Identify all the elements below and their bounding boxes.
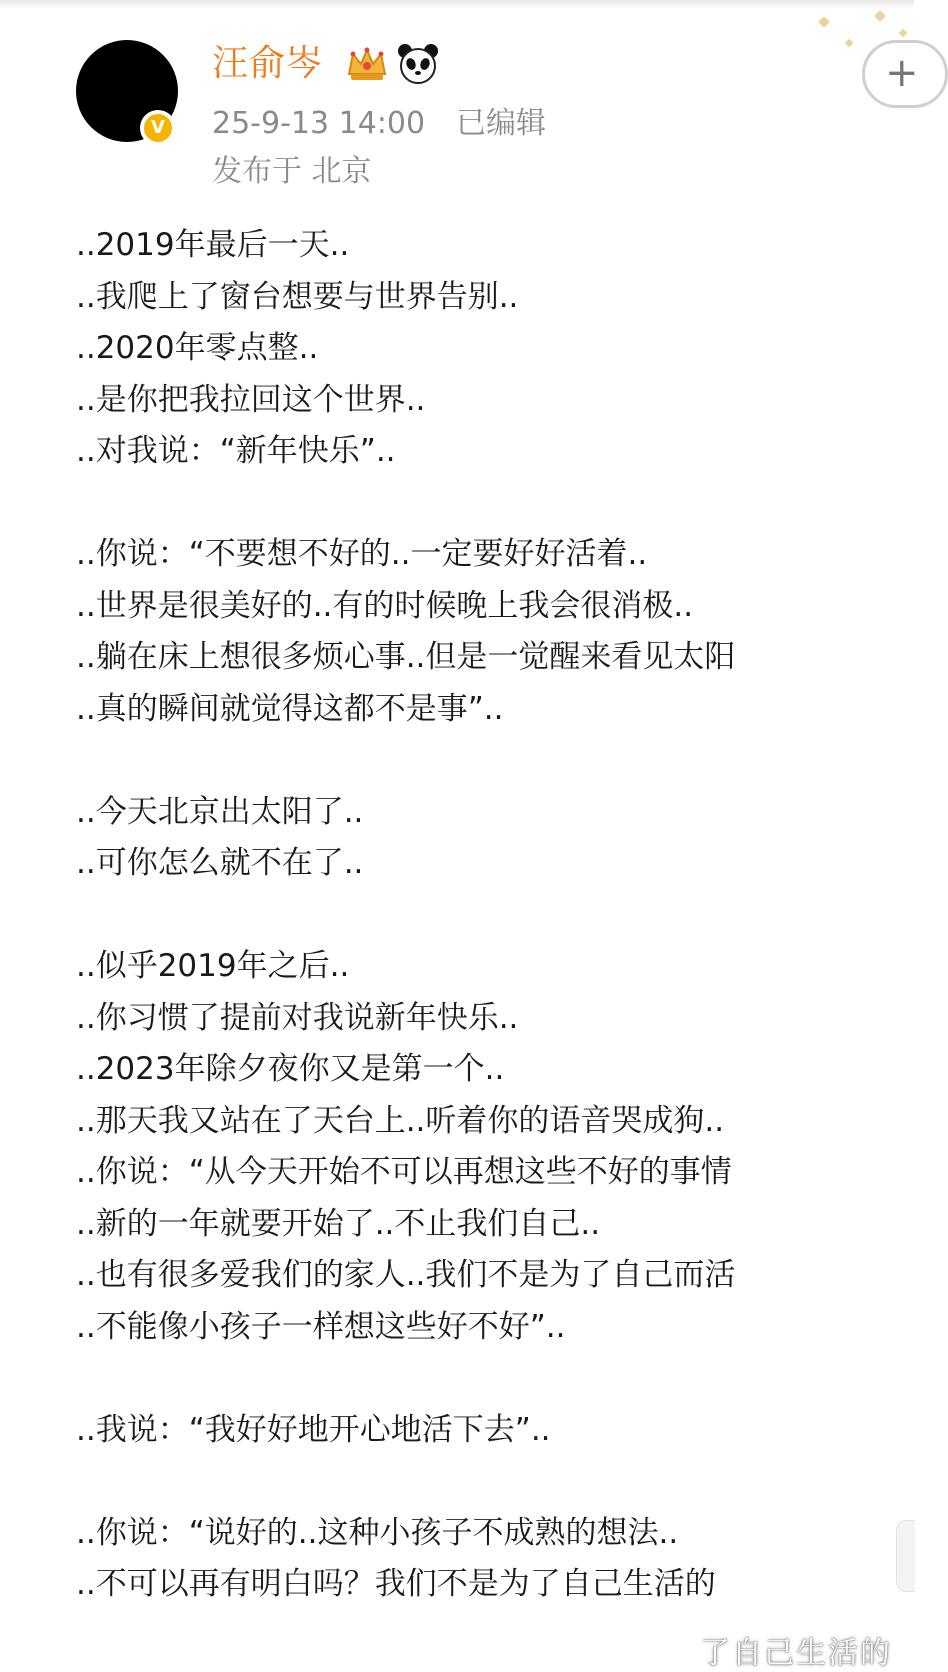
paragraph-gap xyxy=(76,735,936,787)
paragraph xyxy=(76,1405,936,1457)
content-line: ..2023年除夕夜你又是第一个.. xyxy=(76,1051,505,1087)
content-line: ..躺在床上想很多烦心事..但是一觉醒来看见太阳 xyxy=(76,639,736,675)
paragraph xyxy=(76,787,936,890)
sparkle-decoration xyxy=(899,29,907,37)
crown-icon xyxy=(345,44,389,84)
scroll-handle[interactable] xyxy=(896,1520,915,1592)
panda-icon xyxy=(396,42,440,86)
content-line: ..那天我又站在了天台上..听着你的语音哭成狗.. xyxy=(76,1102,725,1139)
paragraph-gap xyxy=(76,478,936,530)
content-line: ..不能像小孩子一样想这些好不好”.. xyxy=(76,1308,566,1345)
watermark-text: 了自己生活的 xyxy=(700,1636,892,1671)
post-header xyxy=(0,0,919,210)
sparkle-decoration xyxy=(874,10,885,21)
content-line: ..是你把我拉回这个世界.. xyxy=(76,381,426,418)
post-content xyxy=(76,220,936,1611)
sparkle-decoration xyxy=(818,16,829,27)
content-line: ..世界是很美好的..有的时候晚上我会很消极.. xyxy=(76,587,694,624)
content-line: ..真的瞬间就觉得这都不是事”.. xyxy=(76,690,504,727)
content-line: ..今天北京出太阳了.. xyxy=(76,793,364,830)
paragraph-gap xyxy=(76,890,936,942)
content-line: ..也有很多爱我们的家人..我们不是为了自己而活 xyxy=(76,1257,736,1293)
content-line: ..可你怎么就不在了.. xyxy=(76,845,364,881)
post-location: 发布于 北京 xyxy=(212,154,372,189)
content-line: ..2020年零点整.. xyxy=(76,330,319,366)
username[interactable]: 汪俞岑 xyxy=(212,43,324,84)
paragraph xyxy=(76,529,936,735)
content-line: ..不可以再有明白吗？我们不是为了自己生活的 xyxy=(76,1566,716,1602)
paragraph xyxy=(76,1508,936,1611)
paragraph xyxy=(76,220,936,478)
content-line: ..你说：“从今天开始不可以再想这些不好的事情 xyxy=(76,1154,732,1190)
content-line: ..似乎2019年之后.. xyxy=(76,948,350,984)
content-line: ..对我说：“新年快乐”.. xyxy=(76,433,396,469)
content-line: ..2019年最后一天.. xyxy=(76,227,350,263)
sparkle-decoration xyxy=(845,39,853,47)
paragraph xyxy=(76,941,936,1353)
content-line: ..你说：“说好的..这种小孩子不成熟的想法.. xyxy=(76,1514,679,1551)
content-line: ..我爬上了窗台想要与世界告别.. xyxy=(76,278,519,315)
edited-label[interactable]: 已编辑 xyxy=(456,106,546,141)
content-line: ..新的一年就要开始了..不止我们自己.. xyxy=(76,1205,601,1242)
follow-button[interactable]: + xyxy=(862,40,948,108)
content-line: ..你说：“不要想不好的..一定要好好活着.. xyxy=(76,536,648,572)
post-timestamp: 25-9-13 14:00 xyxy=(212,106,426,141)
content-line: ..你习惯了提前对我说新年快乐.. xyxy=(76,999,519,1036)
paragraph-gap xyxy=(76,1456,936,1508)
content-line: ..我说：“我好好地开心地活下去”.. xyxy=(76,1411,551,1448)
paragraph-gap xyxy=(76,1353,936,1405)
verified-icon: V xyxy=(140,110,176,146)
